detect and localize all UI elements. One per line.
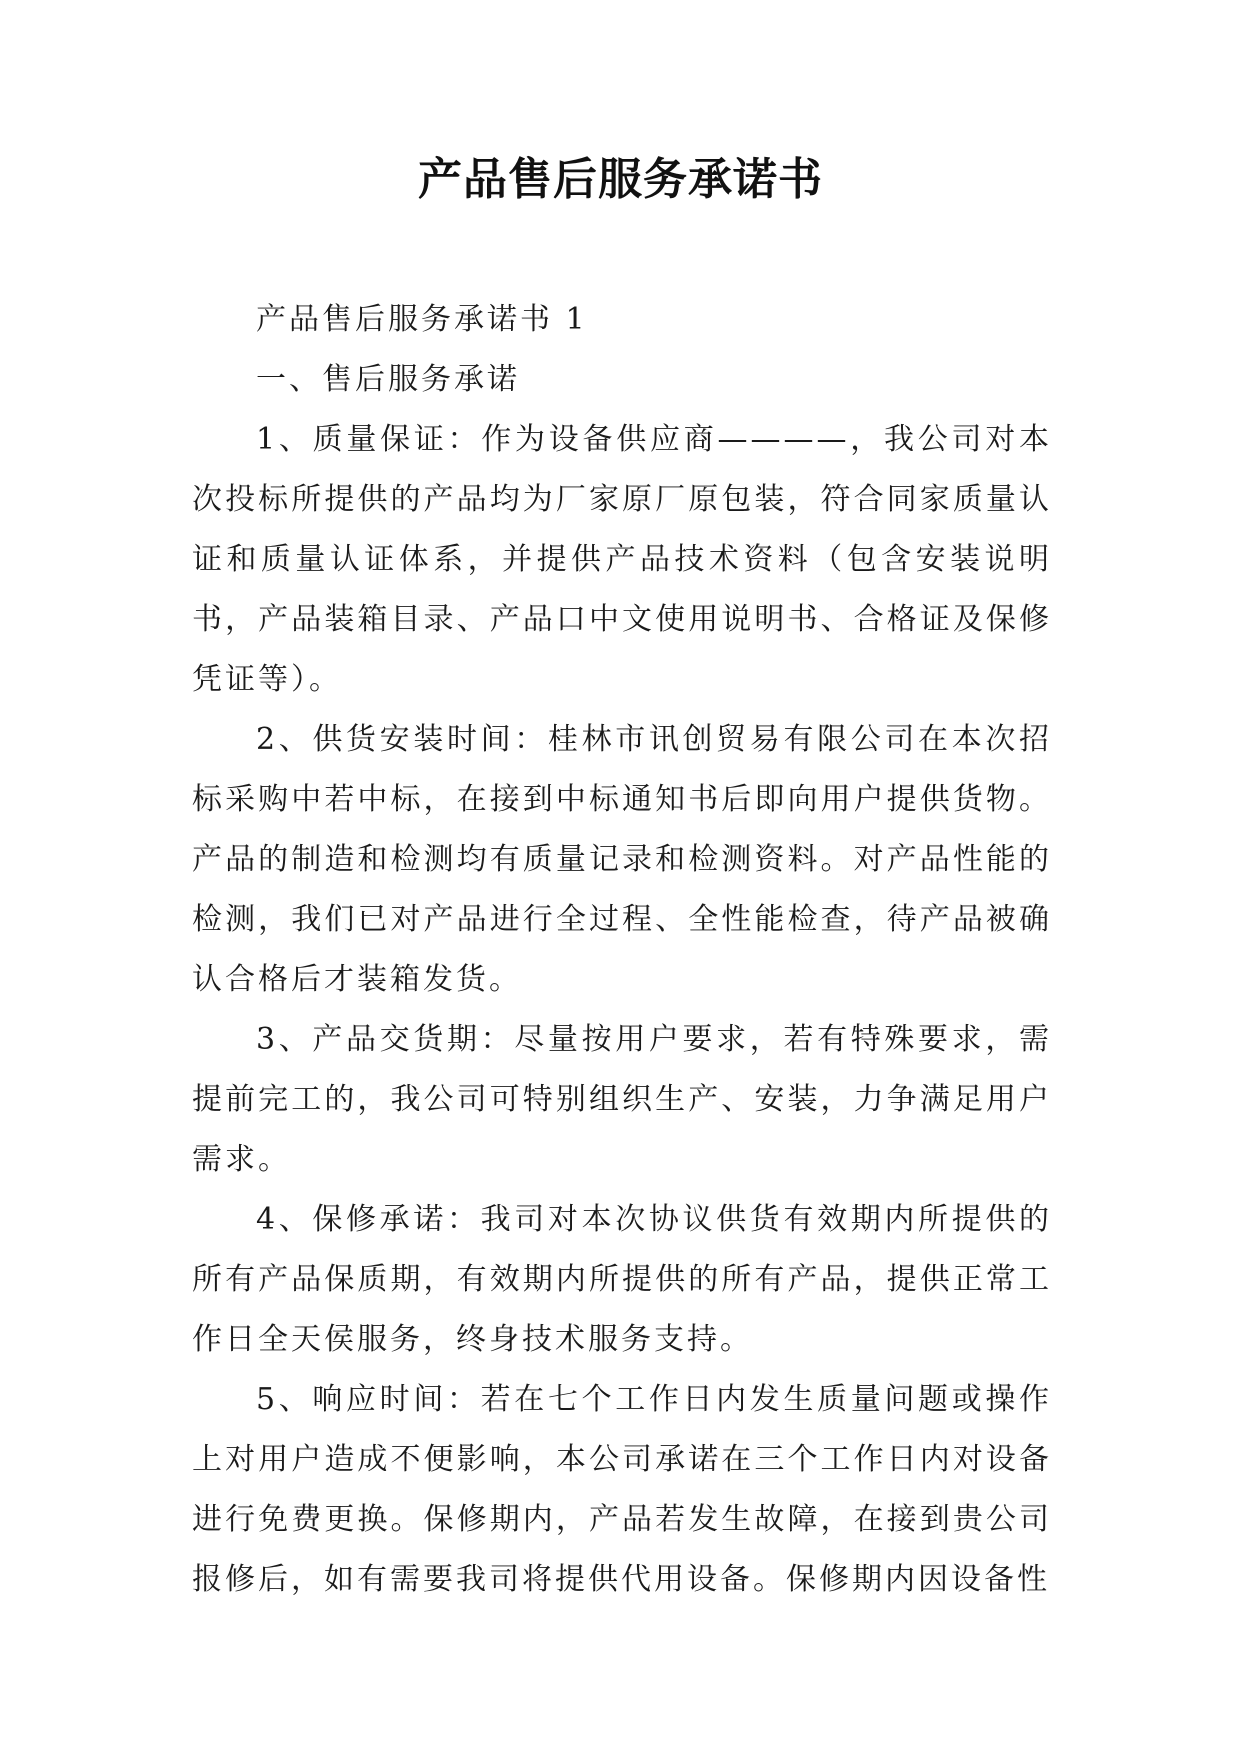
- paragraph-subtitle: 产品售后服务承诺书 1: [256, 302, 588, 337]
- paragraph-delivery-period: 3、产品交货期：尽量按用户要求，若有特殊要求，需提前完工的，我公司可特别组织生产、安装，力争满足用户需求。: [192, 1022, 1052, 1177]
- document-title: 产品售后服务承诺书: [418, 154, 823, 205]
- paragraph-section-heading: 一、售后服务承诺: [256, 362, 520, 397]
- paragraph-delivery-installation: 2、供货安装时间：桂林市讯创贸易有限公司在本次招标采购中若中标，在接到中标通知书后即向用户提供货物。产品的制造和检测均有质量记录和检测资料。对产品性能的检测，我们已对产品进行全过程、全性能检查，待产品被确认合格后才装箱发货。: [192, 722, 1052, 997]
- paragraph-response-time: 5、响应时间：若在七个工作日内发生质量问题或操作上对用户造成不便影响，本公司承诺在三个工作日内对设备进行免费更换。保修期内，产品若发生故障，在接到贵公司报修后，如有需要我司将提供代用设备。保修期内因设备性: [192, 1382, 1052, 1597]
- document-body: [192, 290, 1052, 1610]
- paragraph-quality-guarantee: 1、质量保证：作为设备供应商————，我公司对本次投标所提供的产品均为厂家原厂原包装，符合同家质量认证和质量认证体系，并提供产品技术资料（包含安装说明书，产品装箱目录、产品口中文使用说明书、合格证及保修凭证等）。: [192, 422, 1052, 697]
- paragraph-warranty-commitment: 4、保修承诺：我司对本次协议供货有效期内所提供的所有产品保质期，有效期内所提供的所有产品，提供正常工作日全天侯服务，终身技术服务支持。: [192, 1202, 1052, 1357]
